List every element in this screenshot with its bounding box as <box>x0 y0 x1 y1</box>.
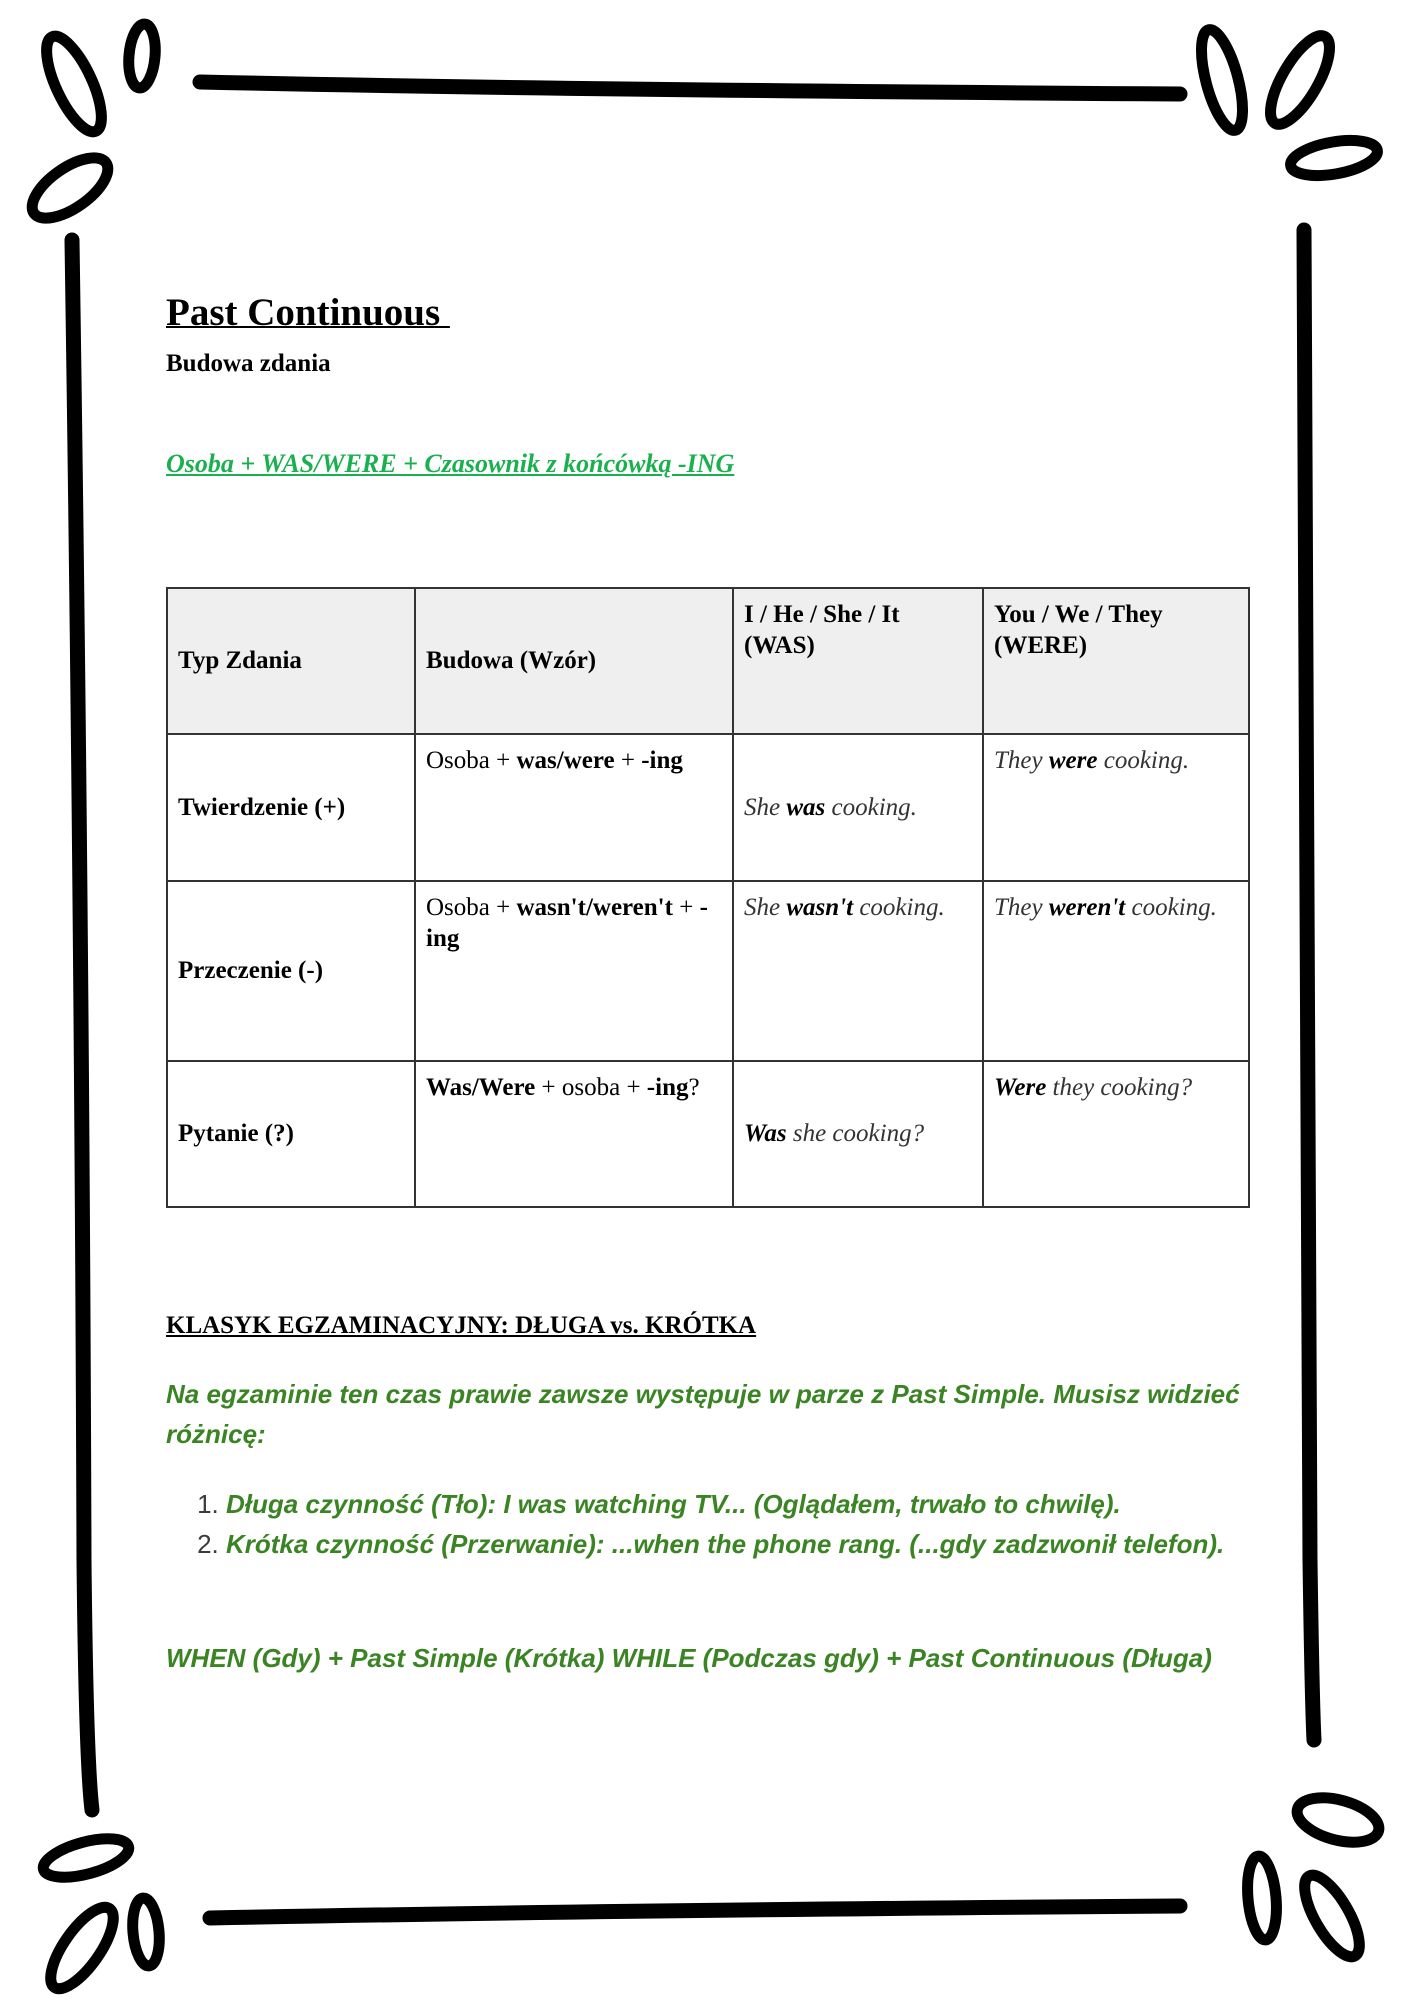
grammar-table <box>166 587 1250 1208</box>
row-type-question: Pytanie (?) <box>167 1061 415 1207</box>
example-was: She was cooking. <box>733 734 983 881</box>
row-type-affirmative: Twierdzenie (+) <box>167 734 415 881</box>
table-row <box>167 734 1249 881</box>
page-subtitle: Budowa zdania <box>166 350 331 377</box>
exam-heading: KLASYK EGZAMINACYJNY: DŁUGA vs. KRÓTKA <box>166 1312 757 1339</box>
row-pattern: Osoba + was/were + -ing <box>415 734 733 881</box>
table-header-row <box>167 588 1249 734</box>
example-were: They weren't cooking. <box>983 881 1249 1061</box>
header-budowa: Budowa (Wzór) <box>415 588 733 734</box>
exam-points-list <box>166 1484 1296 1564</box>
row-pattern: Was/Were + osoba + -ing? <box>415 1061 733 1207</box>
list-item: 1. Długa czynność (Tło): I was watching TV... (Oglądałem, trwało to chwilę). <box>226 1484 1296 1524</box>
structure-formula: Osoba + WAS/WERE + Czasownik z końcówką -ING <box>166 449 735 478</box>
row-pattern: Osoba + wasn't/weren't + -ing <box>415 881 733 1061</box>
table-row <box>167 1061 1249 1207</box>
header-was: I / He / She / It (WAS) <box>733 588 983 734</box>
example-was: She wasn't cooking. <box>733 881 983 1061</box>
row-type-negative: Przeczenie (-) <box>167 881 415 1061</box>
page-title: Past Continuous <box>166 291 450 334</box>
example-were: They were cooking. <box>983 734 1249 881</box>
list-item: 2. Krótka czynność (Przerwanie): ...when the phone rang. (...gdy zadzwonił telefon). <box>226 1524 1296 1564</box>
example-were: Were they cooking? <box>983 1061 1249 1207</box>
exam-intro: Na egzaminie ten czas prawie zawsze występuje w parze z Past Simple. Musisz widzieć różnicę: <box>166 1379 1240 1449</box>
example-was: Was she cooking? <box>733 1061 983 1207</box>
header-were: You / We / They (WERE) <box>983 588 1249 734</box>
header-typ-zdania: Typ Zdania <box>167 588 415 734</box>
when-while-rule: WHEN (Gdy) + Past Simple (Krótka) WHILE (Podczas gdy) + Past Continuous (Długa) <box>166 1643 1212 1673</box>
table-row <box>167 881 1249 1061</box>
